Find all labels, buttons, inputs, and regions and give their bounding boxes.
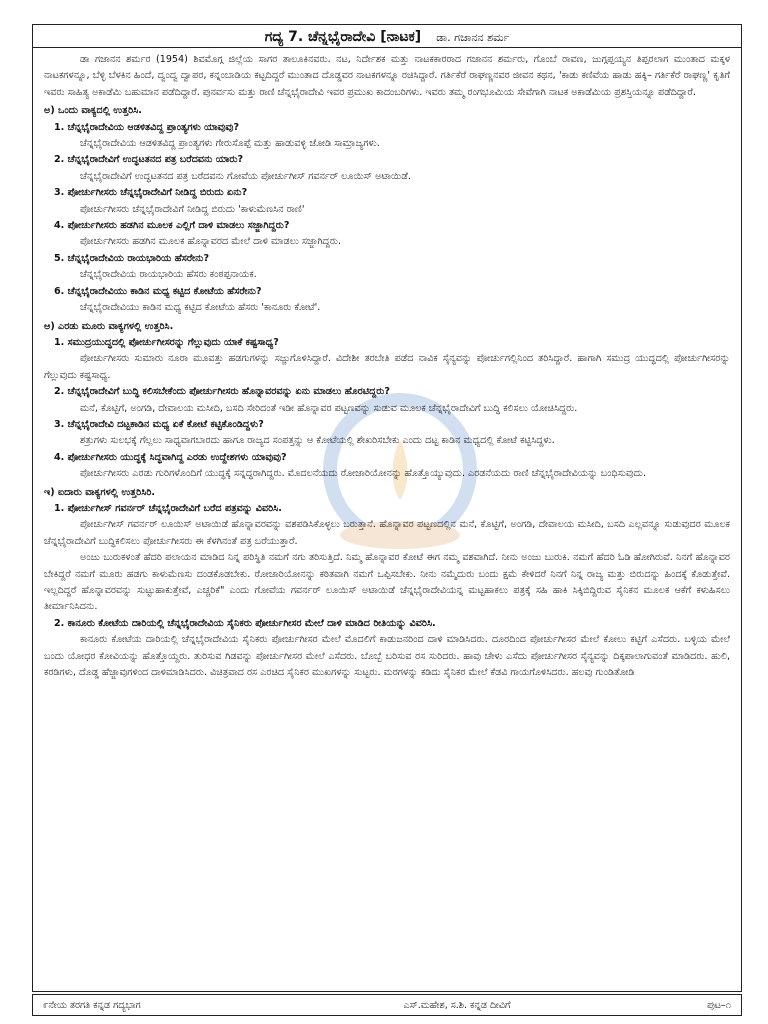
answer: ಮನೆ, ಕೊಟ್ಟಿಗೆ, ಅಂಗಡಿ, ದೇವಾಲಯ ಮಸೀದಿ, ಬಸದಿ ಸೇರಿದಂತೆ ಇಡೀ ಹೊನ್ನಾವರ ಪಟ್ಟಣವನ್ನು ಸುಡುವ ಮೂಲಕ ಚೆನ್ನಭೈರಾದೇವಿಗೆ ಬುದ್ಧಿ ಕಲಿಸಲು ಯೋಚಿಸಿದ್ದರು. xyxy=(80,402,578,414)
question: 2. ಕಾನೂರು ಕೋಟೆಯ ದಾರಿಯಲ್ಲಿ ಚೆನ್ನಭೈರಾದೇವಿಯ ಸೈನಿಕರು ಪೋರ್ಚುಗೀಸರ ಮೇಲೆ ದಾಳಿ ಮಾಡಿದ ರೀತಿಯನ್ನು ವಿವರಿಸಿ. xyxy=(54,617,436,629)
answer-paragraph: ಪೋರ್ಚುಗೀಸ್ ಗವರ್ನರ್ ಲೂಯಿಸ್ ಅಟಾಯಿಡೆ ಹೊನ್ನಾವರವನ್ನು ವಶಪಡಿಸಿಕೊಳ್ಳಲು ಬರುತ್ತಾನೆ. ಹೊನ್ನಾವರ ಪಟ್ಟಣದಲ್ಲಿನ ಮನೆ, ಕೊಟ್ಟಿಗೆ, ಅಂಗಡಿ, ದೇವಾಲಯ ಮಸೀದಿ, ಬಸದಿ ಎಲ್ಲವನ್ನೂ ಸುಡುವುದರ ಮೂಲಕ ಚೆನ್ನಭೈರಾದೇವಿಗೆ ಬುದ್ಧಿಕಲಿಸಲು ಪೋರ್ಚುಗೀಸರು ಈ ಕೆಳಗಿನಂತೆ ಪತ್ರ ಬರೆಯುತ್ತಾರೆ. xyxy=(44,519,730,547)
answer: ಪೋರ್ಚುಗೀಸರು ಹಡಗಿನ ಮೂಲಕ ಹೊನ್ನಾವರದ ಮೇಲೆ ದಾಳಿ ಮಾಡಲು ಸಜ್ಜಾಗಿದ್ದರು. xyxy=(80,236,341,248)
question: 4. ಪೋರ್ಚುಗೀಸರು ಹಡಗಿನ ಮೂಲಕ ಎಲ್ಲಿಗೆ ದಾಳಿ ಮಾಡಲು ಸಜ್ಜಾಗಿದ್ದರು? xyxy=(54,220,290,232)
page-footer xyxy=(32,994,742,1016)
question: 5. ಚೆನ್ನಭೈರಾದೇವಿಯ ರಾಯಭಾರಿಯ ಹೆಸರೇನು? xyxy=(54,252,210,264)
section-heading: ಇ) ಐದಾರು ವಾಕ್ಯಗಳಲ್ಲಿ ಉತ್ತರಿಸಿರಿ. xyxy=(44,486,156,498)
document-body xyxy=(44,52,730,982)
answer: ಚೆನ್ನಭೈರಾದೇವಿಯು ಕಾಡಿನ ಮಧ್ಯ ಕಟ್ಟಿದ ಕೋಟೆಯ ಹೆಸರು 'ಕಾನೂರು ಕೋಟೆ'. xyxy=(80,302,321,314)
question: 1. ಸಮುದ್ರಯುದ್ಧದಲ್ಲಿ ಪೋರ್ಚುಗೀಸರನ್ನು ಗೆಲ್ಲುವುದು ಯಾಕೆ ಕಷ್ಟಸಾಧ್ಯ? xyxy=(54,336,279,348)
section-c xyxy=(44,485,730,682)
question: 6. ಚೆನ್ನಭೈರಾದೇವಿಯು ಕಾಡಿನ ಮಧ್ಯ ಕಟ್ಟಿದ ಕೋಟೆಯ ಹೆಸರೇನು? xyxy=(54,285,262,297)
section-heading: ಆ) ಎರಡು ಮೂರು ವಾಕ್ಯಗಳಲ್ಲಿ ಉತ್ತರಿಸಿ. xyxy=(44,320,174,332)
answer: ಪೋರ್ಚುಗೀಸರು ಎರಡು ಗುರಿಗಳೊಂದಿಗೆ ಯುದ್ಧಕ್ಕೆ ಸನ್ನದ್ಧರಾಗಿದ್ದರು. ಮೊದಲನೆಯದು ರೋಜಾರಿಯೋನನ್ನು ಹೊತ್ತೊಯ್ಯುವುದು. ಎರಡನೆಯದು ರಾಣಿ ಚೆನ್ನಭೈರಾದೇವಿಯನ್ನು ಬಂಧಿಸುವುದು. xyxy=(80,468,647,480)
footer-class-label: ೯ನೇಯ ತರಗತಿ ಕನ್ನಡ ಗದ್ಯಭಾಗ xyxy=(43,999,141,1011)
question: 4. ಪೋರ್ಚುಗೀಸರು ಯುದ್ಧಕ್ಕೆ ಸಿದ್ಧವಾಗಿದ್ದ ಎರಡು ಉದ್ದೇಶಗಳು ಯಾವುವು? xyxy=(54,451,287,463)
question: 3. ಪೋರ್ಚುಗೀಸರು ಚೆನ್ನಭೈರಾದೇವಿಗೆ ನೀಡಿದ್ದ ಬಿರುದು ಏನು? xyxy=(54,187,248,199)
answer: ಶತ್ರುಗಳು ಸುಲಭಕ್ಕೆ ಗೆಲ್ಲಲು ಸಾಧ್ಯವಾಗಬಾರದು ಹಾಗೂ ರಾಜ್ಯದ ಸಂಪತ್ತನ್ನು ಆ ಕೋಟೆಯಲ್ಲಿ ಶೇಖರಿಸಬೇಕು ಎಂದು ದಟ್ಟ ಕಾಡಿನ ಮಧ್ಯದಲ್ಲಿ ಕೋಟೆ ಕಟ್ಟಿಸಿದ್ದಳು. xyxy=(80,435,555,447)
question: 2. ಚೆನ್ನಭೈರಾದೇವಿಗೆ ಉದ್ಧಟತನದ ಪತ್ರ ಬರೆದವನು ಯಾರು? xyxy=(54,154,244,166)
question: 1. ಪೋರ್ಚುಗೀಸ್ ಗವರ್ನರ್ ಚೆನ್ನಭೈರಾದೇವಿಗೆ ಬರೆದ ಪತ್ರವನ್ನು ವಿವರಿಸಿ. xyxy=(54,502,282,514)
question: 1. ಚೆನ್ನಭೈರಾದೇವಿಯ ಆಡಳಿತವಿದ್ದ ಪ್ರಾಂತ್ಯಗಳು ಯಾವುವು? xyxy=(54,121,240,133)
lesson-title: ಗದ್ಯ 7. ಚೆನ್ನಭೈರಾದೇವಿ [ನಾಟಕ] xyxy=(264,29,422,45)
footer-page-number: ಪುಟ–೧ xyxy=(706,999,731,1011)
question: 3. ಚೆನ್ನಭೈರಾದೇವಿ ದಟ್ಟಕಾಡಿನ ಮಧ್ಯ ಏಕೆ ಕೋಟೆ ಕಟ್ಟಿಕೊಂಡಿದ್ದಳು? xyxy=(54,418,264,430)
section-b xyxy=(44,319,730,483)
answer: ಪೋರ್ಚುಗೀಸರು ಸುಮಾರು ನೂರಾ ಮೂವತ್ತು ಹಡಗುಗಳನ್ನು ಸಜ್ಜುಗೊಳಿಸಿದ್ದಾರೆ. ವಿದೇಶೀ ತರಬೇತಿ ಪಡೆದ ನಾವಿಕ ಸೈನ್ಯವನ್ನು ಪೋರ್ಚುಗಲ್ಲಿನಿಂದ ತರಿಸಿದ್ದಾರೆ. ಹಾಗಾಗಿ ಸಮುದ್ರ ಯುದ್ಧದಲ್ಲಿ ಪೋರ್ಚುಗೀಸರನ್ನು ಗೆಲ್ಲುವುದು ಕಷ್ಟಸಾಧ್ಯ. xyxy=(44,353,730,381)
section-heading: ಅ) ಒಂದು ವಾಕ್ಯದಲ್ಲಿ ಉತ್ತರಿಸಿ. xyxy=(44,105,142,117)
answer: ಚೆನ್ನಭೈರಾದೇವಿಯ ಆಡಳಿತವಿದ್ದ ಪ್ರಾಂತ್ಯಗಳು ಗೇರುಸೊಪ್ಪೆ ಮತ್ತು ಹಾಡುವಳ್ಳಿ ಜೋಡಿ ಸಾಮ್ರಾಜ್ಯಗಳು. xyxy=(80,138,380,150)
answer: ಚೆನ್ನಭೈರಾದೇವಿಯ ರಾಯಭಾರಿಯ ಹೆಸರು ಕಂಠಪ್ಪನಾಯಕ. xyxy=(80,269,257,281)
answer-paragraph: ಕಾನೂರು ಕೋಟೆಯ ದಾರಿಯಲ್ಲಿ ಚೆನ್ನಭೈರಾದೇವಿಯ ಸೈನಿಕರು ಪೋರ್ಚುಗೀಸರ ಮೇಲೆ ಮೊದಲಿಗೆ ಕಾಡುಜನರಿಂದ ದಾಳಿ ಮಾಡಿಸಿದರು. ದೂರದಿಂದ ಪೋರ್ಚುಗೀಸರ ಮೇಲೆ ಕೋಲು ಕಟ್ಟಿಗೆ ಎಸೆದರು. ಬಳ್ಳಿಯ ಮೇಲೆ ಬಂದು ಯೋಧರ ಕೋವಿಯನ್ನು ಹೊತ್ತೊಯ್ದರು. ತುರಿಸುವ ಗಿಡವನ್ನು ಪೋರ್ಚುಗೀಸರ ಮೇಲೆ ಎಸೆದರು. ಬೊಬ್ಬೆ ಬರಿಸುವ ರಸ ಸುರಿದರು. ಹಾವು ಚೇಳು ಎಸೆದು ಪೋರ್ಚುಗೀಸರ ಸೈನ್ಯವನ್ನು ದಿಕ್ಕಪಾಲಾಗುವಂತೆ ಮಾಡಿದರು. ಹುಲಿ, ಕರಡಿಗಳು, ದೊಡ್ಡ ಹೆಜ್ಜಾವುಗಳಿಂದ ದಾಳಿಮಾಡಿಸಿದರು. ವಿಚಿತ್ರವಾದ ರಸ ಎರಚಿದ ಸೈನಿಕರ ಮುಖಗಳನ್ನು ಸುಟ್ಟರು. ಮರಗಳನ್ನು ಕಡಿದು ಸೈನಿಕರ ಮೇಲೆ ಕೆಡವಿ ಗಾಯಗೊಳಿಸಿದರು. ಹಲವು ಗುಂಡಿತೋಡಿ xyxy=(44,634,730,679)
answer: ಪೋರ್ಚುಗೀಸರು ಚೆನ್ನಭೈರಾದೇವಿಗೆ ನೀಡಿದ್ದ ಬಿರುದು 'ಕಾಳುಮೆಣಸಿನ ರಾಣಿ' xyxy=(80,203,305,215)
intro-paragraph: ಡಾ ಗಜಾನನ ಶರ್ಮರ (1954) ಶಿವಮೊಗ್ಗ ಜಿಲ್ಲೆಯ ಸಾಗರ ತಾಲೂಕಿನವರು. ನಟ, ನಿರ್ದೇಶಕ ಮತ್ತು ನಾಟಕಕಾರರಾದ ಗಜಾನನ ಶರ್ಮರು, ಗೊಂಬೆ ರಾವಣ, ಜುಗ್ಗಪ್ಪಯ್ಯನ ತಿಪ್ಪರಲಾಗ ಮುಂತಾದ ಮಕ್ಕಳ ನಾಟಕಗಳನ್ನೂ, ಬೆಳ್ಳಿ ಬೆಳಕಿನ ಹಿಂದೆ, ದ್ವಂದ್ವ ದ್ವಾಪರ, ಕನ್ನಂಬಾಡಿಯ ಕಟ್ಟದಿದ್ದರೆ ಮುಂತಾದ ದೊಡ್ಡವರ ನಾಟಕಗಳನ್ನೂ ರಚಿಸಿದ್ದಾರೆ. ಗರ್ತಿಕೆರೆ ರಾಘಣ್ಣನವರ ಜೀವನ ಕಥನ, 'ಕಾಡು ಕಣಿವೆಯ ಹಾಡು ಹಕ್ಕಿ– ಗರ್ತಿಕೆರೆ ರಾಘಣ್ಣ' ಕೃತಿಗೆ ಇವರು ಸಾಹಿತ್ಯ ಅಕಾಡೆಮಿ ಬಹುಮಾನ ಪಡೆದಿದ್ದಾರೆ. ಪುನರ್ವಸು ಮತ್ತು ರಾಣಿ ಚೆನ್ನಭೈರಾದೇವಿ ಇವರ ಪ್ರಮುಖ ಕಾದಂಬರಿಗಳು. ಇವರು ತಮ್ಮ ರಂಗಭೂಮಿಯ ಸೇವೆಗಾಗಿ ನಾಟಕ ಅಕಾಡೆಮಿಯ ಪ್ರಶಸ್ತಿಯನ್ನೂ ಪಡೆದಿದ್ದಾರೆ. xyxy=(44,54,730,98)
section-a xyxy=(44,103,730,316)
page-title xyxy=(32,26,742,48)
answer-paragraph: ಅಂಜು ಬುರುಕಳಂತೆ ಹೆದರಿ ಪಲಾಯನ ಮಾಡಿದ ನಿನ್ನ ಪರಿಸ್ಥಿತಿ ನಮಗೆ ನಗು ತರಿಸುತ್ತಿದೆ. ನಿಮ್ಮ ಹೊನ್ನಾವರ ಕೋಟೆ ಈಗ ನಮ್ಮ ವಶವಾಗಿದೆ. ನೀನು ಅಂಜು ಬುರುಕಿ. ನಮಗೆ ಹೆದರಿ ಓಡಿ ಹೋಗಿರುವೆ. ನಿನಗೆ ಹೊನ್ನಾವರ ಬೇಕಿದ್ದರೆ ನಮಗೆ ಮೂರು ಹಡಗು ಕಾಳುಮೆಣಸು ದಂಡಕೊಡಬೇಕು. ರೋಜಾರಿಯೋನನ್ನು ಕಠಿತವಾಗಿ ನಮಗೆ ಒಪ್ಪಿಸಬೇಕು. ನೀನು ನಮ್ಮೆದುರು ಬಂದು ಕ್ಷಮೆ ಕೇಳಿದರೆ ನಿನಗೆ ನಿನ್ನ ರಾಜ್ಯ ಮತ್ತು ಬಿರುದನ್ನು ಹಿಂದಕ್ಕೆ ಕೊಡುತ್ತೇವೆ. ಇಲ್ಲದಿದ್ದರೆ ಹೊನ್ನಾವರವನ್ನು ಸುಟ್ಟುಹಾಕುತ್ತೇವೆ, ಎಚ್ಚರಿಕೆ" ಎಂದು ಗೋವೆಯ ಗವರ್ನರ್ ಲೂಯಿಸ್ ಅಟಾಯಿಡೆ ಚೆನ್ನಭೈರಾದೇವಿಯನ್ನ ಮಟ್ಟಹಾಕಲು ಪತ್ರಕ್ಕೆ ಸಹಿ ಹಾಕಿ ಸಿಕ್ಕಿಬಿದ್ದಿರುವ ಸೈನಿಕನ ಮೂಲಕ ಆಕೆಗೆ ಕಳುಹಿಸಲು ತೀರ್ಮಾನಿಸಿದನು. xyxy=(44,552,730,613)
question: 2. ಚೆನ್ನಭೈರಾದೇವಿಗೆ ಬುದ್ಧಿ ಕಲಿಸಬೇಕೆಂದು ಪೋರ್ಚುಗೀಸರು ಹೊನ್ನಾವರವನ್ನು ಏನು ಮಾಡಲು ಹೊರಟಿದ್ದರು? xyxy=(54,386,390,398)
lesson-author: ಡಾ. ಗಜಾನನ ಶರ್ಮ xyxy=(436,31,510,44)
answer: ಚೆನ್ನಭೈರಾದೇವಿಗೆ ಉದ್ಧಟತನದ ಪತ್ರ ಬರೆದವನು ಗೋವೆಯ ಪೋರ್ಚುಗೀಸ್ ಗವರ್ನರ್ ಲೂಯಿಸ್ ಅಟಾಯಿಡೆ. xyxy=(80,170,411,182)
footer-author-label: ಎಸ್.ಮಹೇಶ, ಸ.ಶಿ. ಕನ್ನಡ ದೀವಿಗೆ xyxy=(403,999,511,1011)
